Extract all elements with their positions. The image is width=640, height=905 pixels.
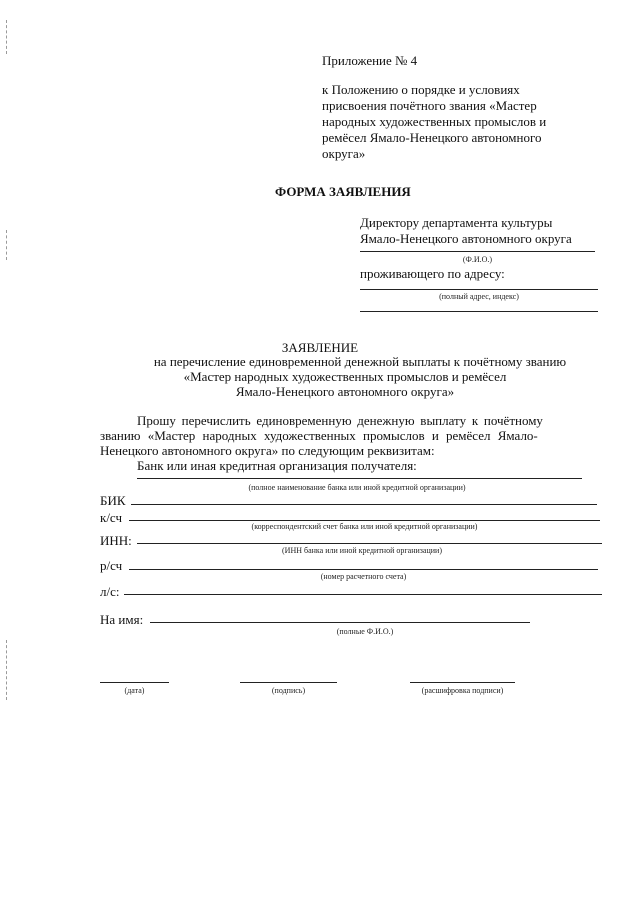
- rs-input-line[interactable]: [129, 569, 598, 570]
- inn-label: ИНН:: [100, 533, 132, 548]
- body-line-3: Ненецкого автономного округа» по следующим реквизитам:: [100, 443, 435, 458]
- address-line-2[interactable]: [360, 311, 598, 312]
- appendix-line-3: народных художественных промыслов и: [322, 114, 547, 129]
- inn-caption: (ИНН банка или иной кредитной организации): [282, 546, 442, 555]
- appendix-line-1: к Положению о порядке и условиях: [322, 82, 520, 97]
- form-title: ФОРМА ЗАЯВЛЕНИЯ: [275, 184, 411, 199]
- rs-caption: (номер расчетного счета): [320, 572, 407, 581]
- statement-subtitle-3: Ямало-Ненецкого автономного округа»: [235, 384, 455, 399]
- ks-label: к/сч: [100, 510, 122, 525]
- residence-label: проживающего по адресу:: [360, 266, 505, 281]
- address-line-1[interactable]: [360, 289, 598, 290]
- bik-label: БИК: [100, 493, 126, 508]
- scan-edge-mark: [6, 640, 7, 700]
- scan-edge-mark: [6, 20, 7, 54]
- statement-subtitle-2: «Мастер народных художественных промыслов и ремёсел: [183, 369, 507, 384]
- rs-label: р/сч: [100, 558, 123, 573]
- appendix-line-4: ремёсел Ямало-Ненецкого автономного: [322, 130, 542, 145]
- date-caption: (дата): [124, 686, 145, 695]
- signature-caption: (подпись): [271, 686, 306, 695]
- statement-subtitle-1: на перечисление единовременной денежной выплаты к почётному званию: [153, 354, 567, 369]
- appendix-title: Приложение № 4: [322, 53, 418, 68]
- appendix-line-2: присвоения почётного звания «Мастер: [322, 98, 537, 113]
- ls-input-line[interactable]: [124, 594, 602, 595]
- ls-label: л/с:: [100, 584, 120, 599]
- fio-line[interactable]: [360, 251, 595, 252]
- body-line-2: званию «Мастер народных художественных промыслов и ремёсел Ямало-: [100, 428, 538, 443]
- decoding-caption: (расшифровка подписи): [421, 686, 504, 695]
- scan-edge-mark: [6, 230, 7, 260]
- body-line-1: Прошу перечислить единовременную денежную выплату к почётному: [137, 413, 543, 428]
- date-line[interactable]: [100, 682, 169, 683]
- statement-title: ЗАЯВЛЕНИЕ: [281, 340, 359, 355]
- fio-caption: (Ф.И.О.): [462, 255, 493, 264]
- ks-caption: (корреспондентский счет банка или иной кредитной организации): [251, 522, 478, 531]
- name-caption: (полные Ф.И.О.): [336, 627, 394, 636]
- name-input-line[interactable]: [150, 622, 530, 623]
- inn-input-line[interactable]: [137, 543, 602, 544]
- bank-label: Банк или иная кредитная организация получателя:: [137, 458, 417, 473]
- name-label: На имя:: [100, 612, 144, 627]
- appendix-line-5: округа»: [322, 146, 366, 161]
- decoding-line[interactable]: [410, 682, 515, 683]
- ks-input-line[interactable]: [129, 520, 600, 521]
- addressee-line-2: Ямало-Ненецкого автономного округа: [360, 231, 572, 246]
- bik-input-line[interactable]: [131, 504, 597, 505]
- address-caption: (полный адрес, индекс): [439, 292, 519, 301]
- signature-line[interactable]: [240, 682, 337, 683]
- bank-name-caption: (полное наименование банка или иной кредитной организации): [248, 483, 466, 492]
- bank-name-line[interactable]: [137, 478, 582, 479]
- addressee-line-1: Директору департамента культуры: [360, 215, 553, 230]
